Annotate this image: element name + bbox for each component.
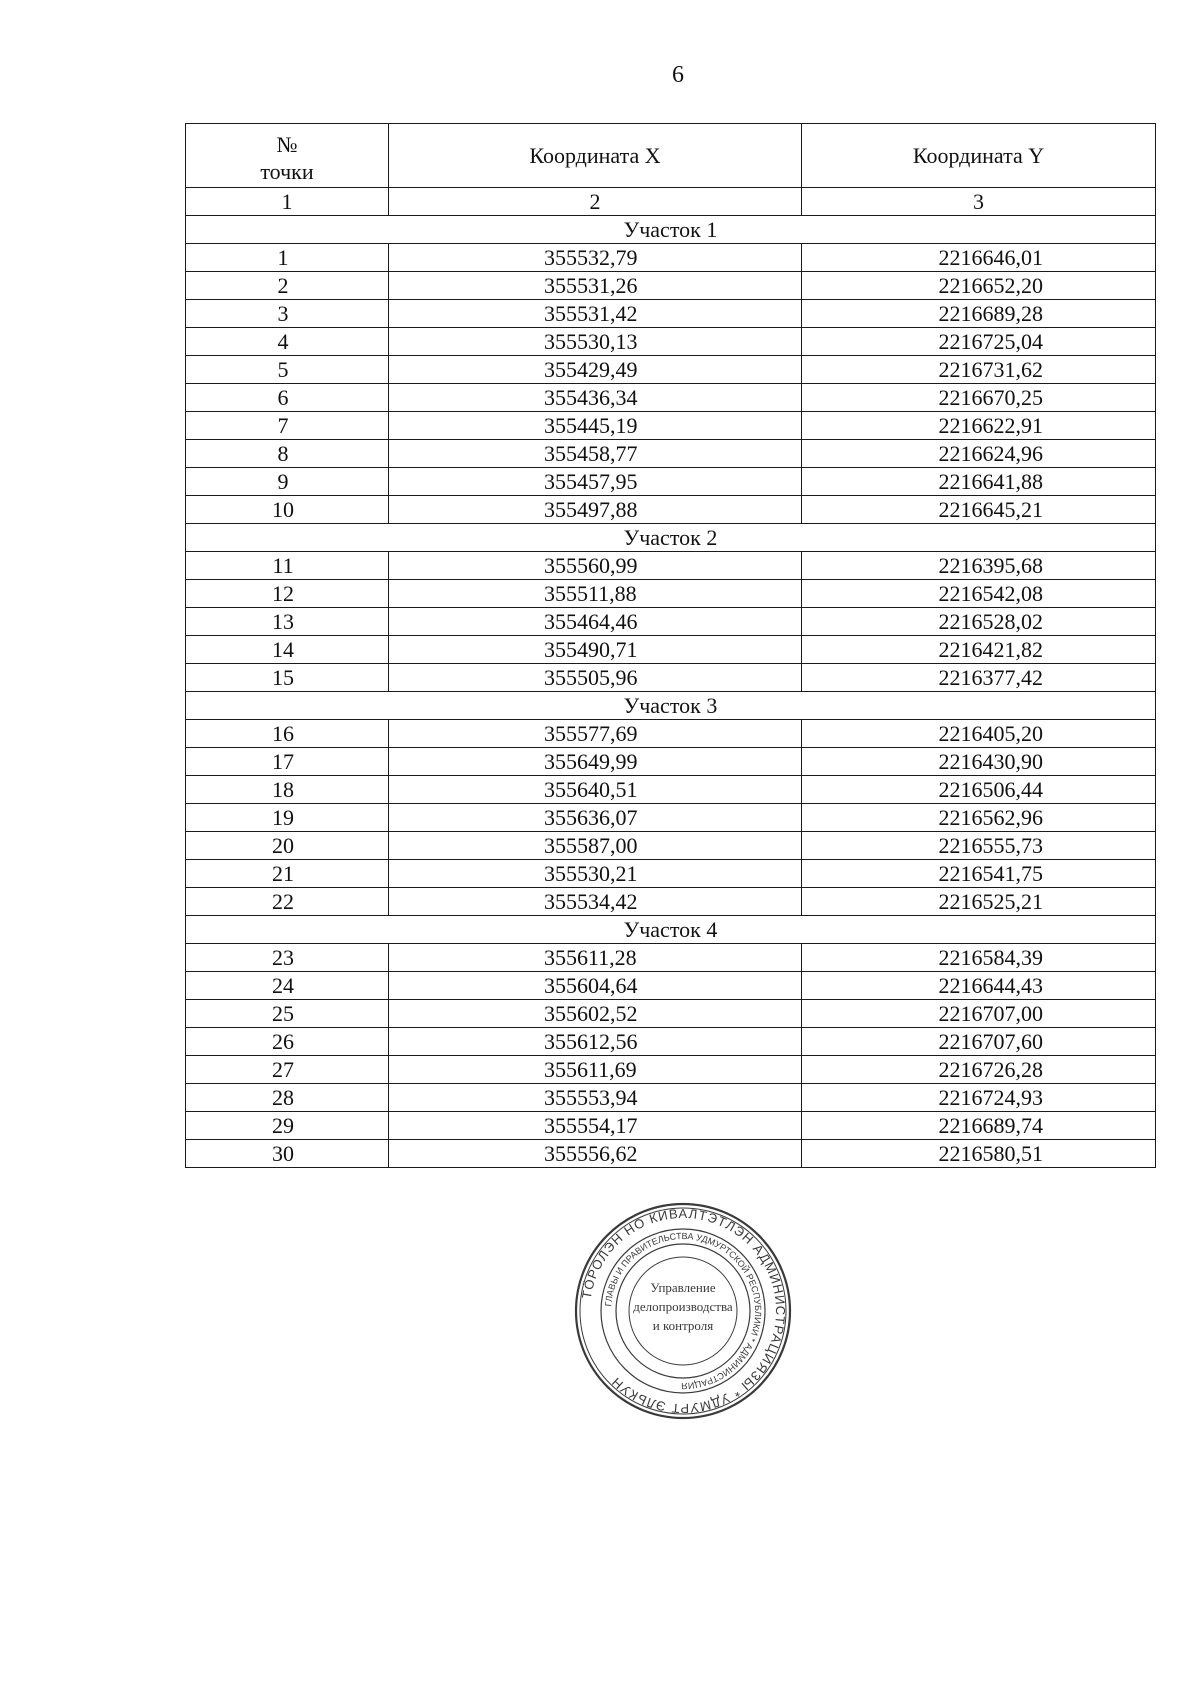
table-row [186, 1056, 1156, 1084]
column-numbers-row [186, 188, 1156, 216]
coordinate-y-cell: 2216525,21 [802, 888, 1156, 916]
point-number-cell: 21 [186, 860, 389, 888]
coordinate-x-cell: 355530,21 [389, 860, 802, 888]
coordinate-x-cell: 355458,77 [389, 440, 802, 468]
coordinate-x-cell: 355553,94 [389, 1084, 802, 1112]
coordinate-y-cell: 2216707,00 [802, 1000, 1156, 1028]
coordinate-x-cell: 355534,42 [389, 888, 802, 916]
header-num-word: точки [260, 158, 314, 184]
coordinate-y-cell: 2216624,96 [802, 440, 1156, 468]
table-row [186, 776, 1156, 804]
table-row [186, 496, 1156, 524]
coordinate-y-cell: 2216562,96 [802, 804, 1156, 832]
coordinate-x-cell: 355587,00 [389, 832, 802, 860]
table-row [186, 860, 1156, 888]
section-title: Участок 3 [186, 692, 1156, 720]
coordinate-x-cell: 355497,88 [389, 496, 802, 524]
point-number-cell: 28 [186, 1084, 389, 1112]
coordinate-x-cell: 355649,99 [389, 748, 802, 776]
table-row [186, 944, 1156, 972]
coordinate-y-cell: 2216645,21 [802, 496, 1156, 524]
point-number-cell: 29 [186, 1112, 389, 1140]
coordinate-y-cell: 2216646,01 [802, 244, 1156, 272]
coordinate-y-cell: 2216555,73 [802, 832, 1156, 860]
coordinate-y-cell: 2216724,93 [802, 1084, 1156, 1112]
table-row [186, 804, 1156, 832]
point-number-cell: 15 [186, 664, 389, 692]
coordinate-x-cell: 355464,46 [389, 608, 802, 636]
header-coordinate-x: Координата X [389, 124, 802, 188]
column-number: 3 [802, 188, 1156, 216]
point-number-cell: 30 [186, 1140, 389, 1168]
table-row [186, 748, 1156, 776]
coordinate-y-cell: 2216541,75 [802, 860, 1156, 888]
coordinate-y-cell: 2216405,20 [802, 720, 1156, 748]
coordinate-x-cell: 355640,51 [389, 776, 802, 804]
coordinate-x-cell: 355604,64 [389, 972, 802, 1000]
table-row [186, 664, 1156, 692]
coordinate-x-cell: 355556,62 [389, 1140, 802, 1168]
seal-outer-text: ТӦРОЛЭН НО КИВАЛТЭТЛЭН АДМИНИСТРАЦИЯЗЫ * УДМУРТ ЭЛЬКУН [578, 1205, 789, 1417]
table-row [186, 1112, 1156, 1140]
coordinate-y-cell: 2216725,04 [802, 328, 1156, 356]
table-header-row [186, 124, 1156, 188]
coordinate-x-cell: 355429,49 [389, 356, 802, 384]
official-seal [572, 1200, 794, 1422]
table-row [186, 580, 1156, 608]
point-number-cell: 24 [186, 972, 389, 1000]
table-body [186, 216, 1156, 1168]
coordinate-x-cell: 355577,69 [389, 720, 802, 748]
point-number-cell: 26 [186, 1028, 389, 1056]
table-row [186, 972, 1156, 1000]
table-row [186, 1000, 1156, 1028]
coordinate-x-cell: 355636,07 [389, 804, 802, 832]
table-row [186, 608, 1156, 636]
coordinate-x-cell: 355530,13 [389, 328, 802, 356]
point-number-cell: 22 [186, 888, 389, 916]
point-number-cell: 2 [186, 272, 389, 300]
coordinate-x-cell: 355612,56 [389, 1028, 802, 1056]
coordinate-y-cell: 2216622,91 [802, 412, 1156, 440]
header-coordinate-y: Координата Y [802, 124, 1156, 188]
section-row [186, 916, 1156, 944]
coordinate-x-cell: 355457,95 [389, 468, 802, 496]
header-point-number [186, 124, 389, 188]
table-row [186, 636, 1156, 664]
table-row [186, 552, 1156, 580]
header-num-symbol: № [276, 131, 298, 157]
seal-middle-text: ГЛАВЫ И ПРАВИТЕЛЬСТВА УДМУРТСКОЙ РЕСПУБЛИКИ * АДМИНИСТРАЦИЯ [603, 1230, 764, 1392]
column-number: 1 [186, 188, 389, 216]
point-number-cell: 11 [186, 552, 389, 580]
coordinate-x-cell: 355531,42 [389, 300, 802, 328]
coordinate-y-cell: 2216430,90 [802, 748, 1156, 776]
table-row [186, 1028, 1156, 1056]
point-number-cell: 27 [186, 1056, 389, 1084]
coordinate-y-cell: 2216421,82 [802, 636, 1156, 664]
section-row [186, 524, 1156, 552]
point-number-cell: 10 [186, 496, 389, 524]
point-number-cell: 14 [186, 636, 389, 664]
coordinate-y-cell: 2216584,39 [802, 944, 1156, 972]
coordinate-y-cell: 2216726,28 [802, 1056, 1156, 1084]
table-row [186, 1140, 1156, 1168]
point-number-cell: 20 [186, 832, 389, 860]
point-number-cell: 7 [186, 412, 389, 440]
coordinate-y-cell: 2216644,43 [802, 972, 1156, 1000]
table-row [186, 328, 1156, 356]
coordinate-x-cell: 355490,71 [389, 636, 802, 664]
point-number-cell: 6 [186, 384, 389, 412]
coordinate-x-cell: 355505,96 [389, 664, 802, 692]
table-row [186, 888, 1156, 916]
coordinate-x-cell: 355602,52 [389, 1000, 802, 1028]
point-number-cell: 19 [186, 804, 389, 832]
coordinate-x-cell: 355445,19 [389, 412, 802, 440]
coordinate-x-cell: 355611,28 [389, 944, 802, 972]
coordinate-x-cell: 355554,17 [389, 1112, 802, 1140]
coordinate-x-cell: 355532,79 [389, 244, 802, 272]
coordinate-x-cell: 355531,26 [389, 272, 802, 300]
point-number-cell: 13 [186, 608, 389, 636]
point-number-cell: 4 [186, 328, 389, 356]
point-number-cell: 9 [186, 468, 389, 496]
table-row [186, 384, 1156, 412]
point-number-cell: 25 [186, 1000, 389, 1028]
section-row [186, 692, 1156, 720]
table-row [186, 272, 1156, 300]
section-title: Участок 1 [186, 216, 1156, 244]
coordinates-table [185, 123, 1156, 1168]
seal-center-line-3: и контроля [652, 1318, 714, 1333]
point-number-cell: 1 [186, 244, 389, 272]
point-number-cell: 17 [186, 748, 389, 776]
table-row [186, 356, 1156, 384]
coordinate-x-cell: 355611,69 [389, 1056, 802, 1084]
table-row [186, 720, 1156, 748]
coordinate-y-cell: 2216506,44 [802, 776, 1156, 804]
coordinate-y-cell: 2216528,02 [802, 608, 1156, 636]
table-row [186, 832, 1156, 860]
table-row [186, 244, 1156, 272]
seal-center-line-1: Управление [650, 1280, 716, 1295]
coordinate-y-cell: 2216731,62 [802, 356, 1156, 384]
point-number-cell: 18 [186, 776, 389, 804]
column-number: 2 [389, 188, 802, 216]
coordinate-y-cell: 2216689,74 [802, 1112, 1156, 1140]
point-number-cell: 23 [186, 944, 389, 972]
point-number-cell: 8 [186, 440, 389, 468]
section-title: Участок 2 [186, 524, 1156, 552]
page-number: 6 [672, 62, 684, 88]
seal-center-line-2: делопроизводства [633, 1299, 733, 1314]
coordinate-x-cell: 355560,99 [389, 552, 802, 580]
coordinate-y-cell: 2216641,88 [802, 468, 1156, 496]
point-number-cell: 3 [186, 300, 389, 328]
section-row [186, 216, 1156, 244]
table-row [186, 440, 1156, 468]
coordinate-y-cell: 2216707,60 [802, 1028, 1156, 1056]
table-row [186, 412, 1156, 440]
point-number-cell: 16 [186, 720, 389, 748]
coordinate-y-cell: 2216689,28 [802, 300, 1156, 328]
table-row [186, 300, 1156, 328]
coordinate-y-cell: 2216580,51 [802, 1140, 1156, 1168]
coordinate-y-cell: 2216377,42 [802, 664, 1156, 692]
section-title: Участок 4 [186, 916, 1156, 944]
point-number-cell: 5 [186, 356, 389, 384]
coordinate-y-cell: 2216542,08 [802, 580, 1156, 608]
coordinate-y-cell: 2216395,68 [802, 552, 1156, 580]
table-row [186, 1084, 1156, 1112]
table-row [186, 468, 1156, 496]
coordinate-x-cell: 355511,88 [389, 580, 802, 608]
coordinate-x-cell: 355436,34 [389, 384, 802, 412]
coordinate-y-cell: 2216652,20 [802, 272, 1156, 300]
coordinate-y-cell: 2216670,25 [802, 384, 1156, 412]
point-number-cell: 12 [186, 580, 389, 608]
